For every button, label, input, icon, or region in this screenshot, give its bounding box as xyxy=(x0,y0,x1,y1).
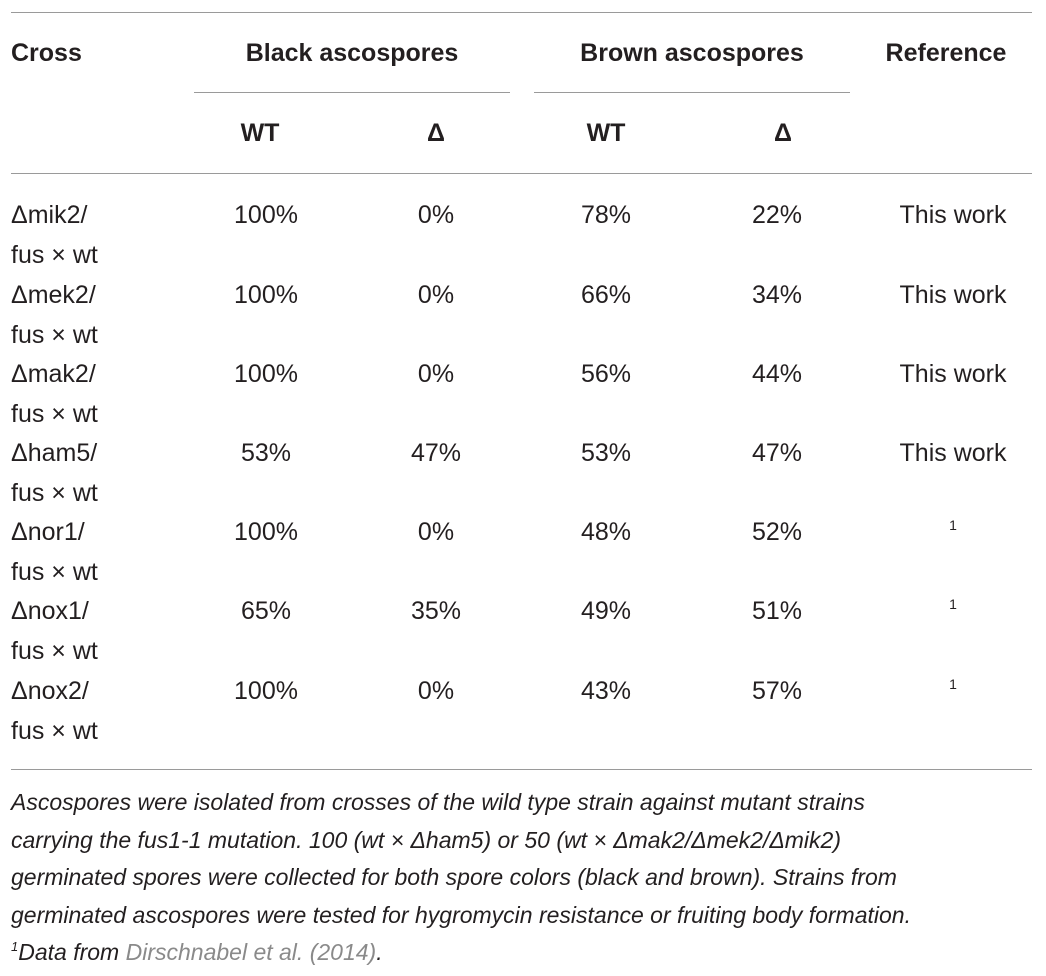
cell-brown-wt: 66% xyxy=(580,281,632,309)
table-row-cross xyxy=(11,591,171,671)
cell-brown-delta: 57% xyxy=(751,677,803,705)
table-row-cross xyxy=(11,512,171,592)
header-reference: Reference xyxy=(885,39,1007,67)
cell-black-wt: 65% xyxy=(240,597,292,625)
table-bottom-rule xyxy=(11,769,1032,770)
black-group-rule xyxy=(194,92,510,93)
reference-superscript: 1 xyxy=(949,517,957,533)
cell-black-delta: 0% xyxy=(417,360,455,388)
cell-reference xyxy=(949,671,957,714)
header-black-delta: Δ xyxy=(427,119,445,147)
table-row-cross xyxy=(11,354,171,434)
cell-reference: This work xyxy=(899,201,1007,229)
cross-line-1: Δnor1/ xyxy=(11,518,85,546)
reference-superscript: 1 xyxy=(949,676,957,692)
table-row-cross xyxy=(11,195,171,275)
table-footnote xyxy=(11,784,1036,975)
table-row-cross xyxy=(11,671,171,751)
cross-line-1: Δmek2/ xyxy=(11,281,96,309)
cross-line-2: fus × wt xyxy=(11,558,98,586)
footnote-line: germinated spores were collected for both spore colors (black and brown). Strains from xyxy=(11,864,897,890)
cell-brown-wt: 56% xyxy=(580,360,632,388)
header-black-wt: WT xyxy=(240,119,280,147)
cross-line-2: fus × wt xyxy=(11,321,98,349)
cell-black-delta: 0% xyxy=(417,281,455,309)
cell-brown-delta: 22% xyxy=(751,201,803,229)
cell-black-delta: 0% xyxy=(417,518,455,546)
table-row-cross xyxy=(11,433,171,513)
header-brown-delta: Δ xyxy=(774,119,792,147)
cell-brown-wt: 53% xyxy=(580,439,632,467)
cell-black-wt: 100% xyxy=(234,360,298,388)
cell-brown-delta: 51% xyxy=(751,597,803,625)
cell-brown-wt: 49% xyxy=(580,597,632,625)
cross-line-1: Δnox1/ xyxy=(11,597,89,625)
cell-black-wt: 100% xyxy=(234,677,298,705)
cross-line-2: fus × wt xyxy=(11,400,98,428)
footnote-line: Ascospores were isolated from crosses of the wild type strain against mutant strains xyxy=(11,789,865,815)
header-cross: Cross xyxy=(11,39,82,67)
reference-superscript: 1 xyxy=(949,596,957,612)
cell-black-delta: 47% xyxy=(410,439,462,467)
citation-link[interactable]: Dirschnabel et al. (2014) xyxy=(125,939,377,965)
cross-line-1: Δmak2/ xyxy=(11,360,96,388)
cell-black-wt: 100% xyxy=(234,518,298,546)
cell-reference xyxy=(949,512,957,555)
brown-group-rule xyxy=(534,92,850,93)
footnote-period: . xyxy=(376,939,383,965)
cell-black-wt: 100% xyxy=(234,281,298,309)
cell-reference: This work xyxy=(899,439,1007,467)
cell-brown-delta: 47% xyxy=(751,439,803,467)
cell-brown-wt: 48% xyxy=(580,518,632,546)
footnote-data-from: Data from xyxy=(18,939,126,965)
cell-black-wt: 53% xyxy=(240,439,292,467)
header-bottom-rule xyxy=(11,173,1032,174)
header-brown-wt: WT xyxy=(586,119,626,147)
cross-line-2: fus × wt xyxy=(11,479,98,507)
footnote-line: germinated ascospores were tested for hygromycin resistance or fruiting body formation. xyxy=(11,901,911,928)
cell-reference: This work xyxy=(899,281,1007,309)
cross-line-2: fus × wt xyxy=(11,717,98,745)
cell-brown-wt: 43% xyxy=(580,677,632,705)
table-row-cross xyxy=(11,275,171,355)
cell-brown-wt: 78% xyxy=(580,201,632,229)
cell-black-delta: 0% xyxy=(417,677,455,705)
cell-black-delta: 35% xyxy=(410,597,462,625)
cell-black-wt: 100% xyxy=(234,201,298,229)
table-top-rule xyxy=(11,12,1032,13)
cross-line-2: fus × wt xyxy=(11,637,98,665)
cross-line-1: Δmik2/ xyxy=(11,201,88,229)
cell-brown-delta: 44% xyxy=(751,360,803,388)
cell-black-delta: 0% xyxy=(417,201,455,229)
header-brown-ascospores: Brown ascospores xyxy=(580,39,804,67)
footnote-line: carrying the fus1-1 mutation. 100 (wt × Δham5) or 50 (wt × Δmak2/Δmek2/Δmik2) xyxy=(11,826,841,853)
cell-reference xyxy=(949,591,957,634)
cell-reference: This work xyxy=(899,360,1007,388)
cell-brown-delta: 34% xyxy=(751,281,803,309)
header-black-ascospores: Black ascospores xyxy=(245,39,459,67)
cross-line-2: fus × wt xyxy=(11,241,98,269)
cross-line-1: Δnox2/ xyxy=(11,677,89,705)
cell-brown-delta: 52% xyxy=(751,518,803,546)
footnote-superscript: 1 xyxy=(11,939,19,954)
footnote-line xyxy=(11,934,1036,975)
cross-line-1: Δham5/ xyxy=(11,439,98,467)
